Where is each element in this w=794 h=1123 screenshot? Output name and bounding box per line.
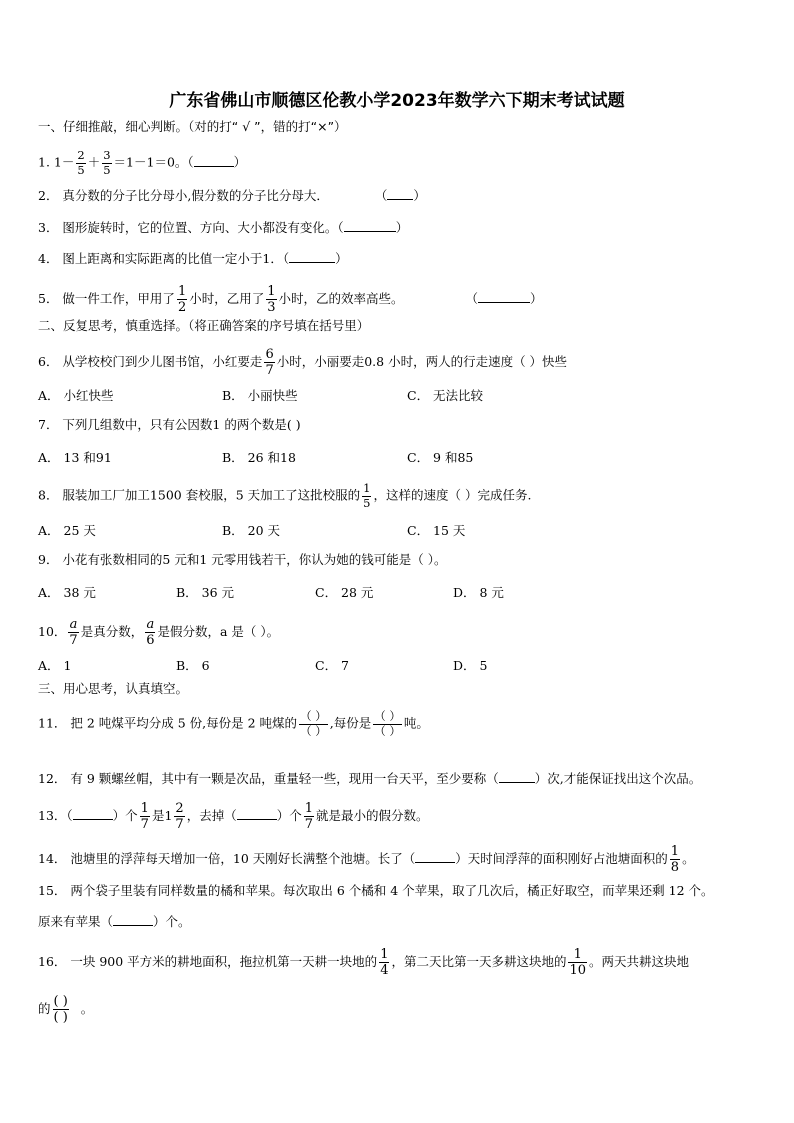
page-title: 广东省佛山市顺德区伦教小学2023年数学六下期末考试试题	[169, 91, 625, 111]
q1-number: 1.	[38, 154, 50, 170]
fraction: $\frac{a}{7}$	[69, 617, 78, 648]
question-1: 1. 1－ $\frac{2}{5}$ ＋ $\frac{3}{5}$ ＝1－1＝0。（ ）	[38, 148, 247, 177]
q10-option-c[interactable]: C． 7	[315, 658, 349, 673]
q9-option-b[interactable]: B． 36 元	[176, 585, 235, 600]
fraction: $\frac{1}{3}$	[267, 284, 276, 315]
q10-option-b[interactable]: B． 6	[176, 658, 210, 673]
fraction: $\frac{2}{5}$	[77, 148, 85, 177]
question-11: 11． 把 2 吨煤平均分成 5 份,每份是 2 吨煤的 $\frac{( )}{( )}$ ,每份是 $\frac{( )}{( )}$ 吨。	[38, 709, 429, 738]
answer-blank[interactable]	[499, 770, 535, 783]
answer-blank[interactable]	[73, 807, 113, 820]
question-14: 14． 池塘里的浮萍每天增加一倍，10 天刚好长满整个池塘。长了（ ）天时间浮萍的面积刚好占池塘面积的 $\frac{1}{8}$ 。	[38, 844, 695, 875]
q7-option-c[interactable]: C． 9 和85	[407, 450, 474, 465]
fraction: $\frac{a}{6}$	[146, 617, 155, 648]
question-10: 10． $\frac{a}{7}$ 是真分数， $\frac{a}{6}$ 是假分数，a 是（ ）。	[38, 617, 280, 648]
answer-blank[interactable]	[237, 807, 277, 820]
question-8: 8． 服装加工厂加工1500 套校服，5 天加工了这批校服的 $\frac{1}{5}$ ，这样的速度（ ）完成任务.	[38, 481, 532, 510]
q7-option-a[interactable]: A． 13 和91	[38, 450, 112, 465]
question-16-continued: 的 $\frac{( )}{( )}$ 。	[38, 994, 94, 1025]
fraction: $\frac{1}{10}$	[569, 947, 587, 978]
question-7: 7． 下列几组数中，只有公因数1 的两个数是( )	[38, 417, 301, 432]
blank-fraction[interactable]: $\frac{( )}{( )}$	[300, 709, 327, 738]
fraction: $\frac{1}{7}$	[140, 801, 149, 832]
answer-blank[interactable]	[415, 850, 455, 863]
answer-blank[interactable]	[478, 290, 530, 303]
q10-option-d[interactable]: D． 5	[453, 658, 488, 673]
q10-option-a[interactable]: A． 1	[38, 658, 72, 673]
question-5: 5． 做一件工作，甲用了 $\frac{1}{2}$ 小时，乙用了 $\frac{1}{3}$ 小时，乙的效率高些。 （ ）	[38, 284, 543, 315]
fraction: $\frac{6}{7}$	[265, 347, 274, 378]
q9-option-d[interactable]: D． 8 元	[453, 585, 504, 600]
answer-blank[interactable]	[289, 250, 335, 263]
q8-option-b[interactable]: B． 20 天	[222, 523, 281, 538]
q8-option-a[interactable]: A． 25 天	[38, 523, 96, 538]
section-2-heading: 二、反复思考，慎重选择。（将正确答案的序号填在括号里）	[38, 318, 370, 333]
answer-blank[interactable]	[194, 154, 234, 167]
question-6: 6． 从学校校门到少儿图书馆，小红要走 $\frac{6}{7}$ 小时，小丽要走0.8 小时，两人的行走速度（ ）快些	[38, 347, 568, 378]
question-9: 9． 小花有张数相同的5 元和1 元零用钱若干，你认为她的钱可能是（ ）。	[38, 552, 447, 567]
section-1-heading: 一、仔细推敲，细心判断。（对的打“ √ ”，错的打“×”）	[38, 119, 347, 134]
fraction: $\frac{1}{7}$	[304, 801, 313, 832]
fraction: $\frac{2}{7}$	[175, 801, 184, 832]
q6-option-a[interactable]: A． 小红快些	[38, 388, 114, 403]
answer-blank[interactable]	[387, 187, 413, 200]
q6-option-c[interactable]: C． 无法比较	[407, 388, 484, 403]
question-2: 2． 真分数的分子比分母小,假分数的分子比分母大． （ ）	[38, 188, 426, 203]
q7-option-b[interactable]: B． 26 和18	[222, 450, 296, 465]
question-15-line-2: 原来有苹果（ ）个。	[38, 914, 191, 929]
fraction: $\frac{1}{8}$	[670, 844, 680, 875]
fraction: $\frac{1}{4}$	[380, 947, 389, 978]
question-3: 3． 图形旋转时，它的位置、方向、大小都没有变化。（ ）	[38, 220, 409, 235]
question-13: 13．（ ）个 $\frac{1}{7}$ 是1 $\frac{2}{7}$ ，去掉（ ）个 $\frac{1}{7}$ 就是最小的假分数。	[38, 801, 429, 832]
fraction: $\frac{1}{5}$	[363, 481, 371, 510]
q9-option-a[interactable]: A． 38 元	[38, 585, 96, 600]
question-16: 16． 一块 900 平方米的耕地面积，拖拉机第一天耕一块地的 $\frac{1}{4}$ ，第二天比第一天多耕这块地的 $\frac{1}{10}$ 。两天共耕这块地	[38, 947, 690, 978]
fraction: $\frac{1}{2}$	[177, 284, 187, 315]
blank-fraction[interactable]: $\frac{( )}{( )}$	[53, 994, 68, 1025]
question-4: 4． 图上距离和实际距离的比值一定小于1．（ ）	[38, 251, 348, 266]
answer-blank[interactable]	[344, 219, 396, 232]
blank-fraction[interactable]: $\frac{( )}{( )}$	[374, 709, 401, 738]
question-12: 12． 有 9 颗螺丝帽，其中有一颗是次品，重量轻一些，现用一台天平，至少要称（ ）次,才能保证找出这个次品。	[38, 771, 702, 786]
q8-option-c[interactable]: C． 15 天	[407, 523, 466, 538]
q9-option-c[interactable]: C． 28 元	[315, 585, 374, 600]
question-15-line-1: 15． 两个袋子里装有同样数量的橘和苹果。每次取出 6 个橘和 4 个苹果，取了几次后，橘正好取空，而苹果还剩 12 个。	[38, 883, 714, 898]
fraction: $\frac{3}{5}$	[103, 148, 111, 177]
section-3-heading: 三、用心思考，认真填空。	[38, 681, 189, 696]
answer-blank[interactable]	[113, 913, 153, 926]
q6-option-b[interactable]: B． 小丽快些	[222, 388, 298, 403]
